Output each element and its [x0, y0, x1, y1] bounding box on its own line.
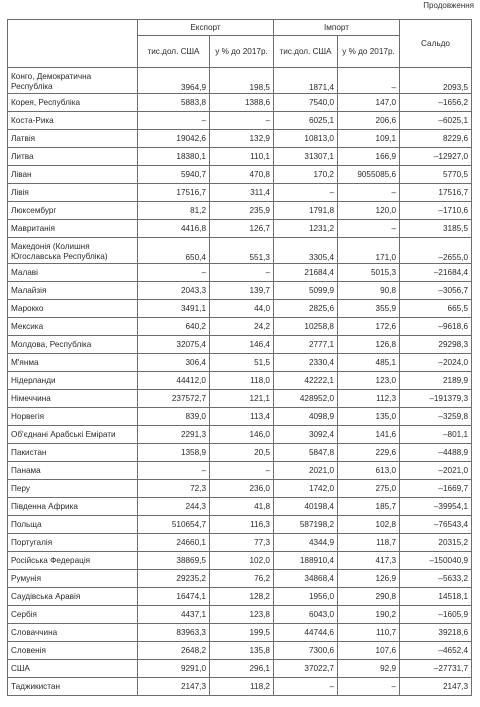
import-pct-cell: 485,1	[338, 354, 400, 372]
export-value-cell: 5883,8	[138, 94, 210, 112]
country-cell: Панама	[8, 462, 138, 480]
export-pct-cell: 113,4	[210, 408, 274, 426]
export-pct-cell: 20,5	[210, 444, 274, 462]
import-value-cell: –	[274, 678, 338, 696]
export-value-cell: 5940,7	[138, 166, 210, 184]
import-pct-cell: 185,7	[338, 498, 400, 516]
country-cell: Малаві	[8, 264, 138, 282]
export-value-cell: 306,4	[138, 354, 210, 372]
table-row	[8, 354, 472, 372]
table-row	[8, 660, 472, 678]
country-cell: Литва	[8, 148, 138, 166]
country-cell: Португалія	[8, 534, 138, 552]
import-value-cell: 21684,4	[274, 264, 338, 282]
import-pct-cell: 126,9	[338, 570, 400, 588]
export-pct-cell: 1388,6	[210, 94, 274, 112]
export-pct-cell: 118,2	[210, 678, 274, 696]
table-row	[8, 264, 472, 282]
export-value-cell: 24660,1	[138, 534, 210, 552]
export-value-header: тис.дол. США	[138, 36, 210, 68]
import-value-cell: 6025,1	[274, 112, 338, 130]
country-cell: Латвія	[8, 130, 138, 148]
export-value-cell: 9291,0	[138, 660, 210, 678]
balance-cell: 20315,2	[400, 534, 472, 552]
import-pct-cell: 107,6	[338, 642, 400, 660]
export-pct-cell: 41,8	[210, 498, 274, 516]
country-cell: Словенія	[8, 642, 138, 660]
table-row	[8, 462, 472, 480]
table-row	[8, 408, 472, 426]
import-pct-cell: 9055085,6	[338, 166, 400, 184]
export-pct-cell: 121,1	[210, 390, 274, 408]
import-pct-cell: 92,9	[338, 660, 400, 678]
country-cell: Конго, Демократична Республіка	[8, 68, 138, 94]
country-cell: Мавританія	[8, 220, 138, 238]
import-value-cell: 6043,0	[274, 606, 338, 624]
import-value-cell: 44744,6	[274, 624, 338, 642]
export-header: Експорт	[138, 20, 274, 36]
country-cell: Словаччина	[8, 624, 138, 642]
balance-cell: –9618,6	[400, 318, 472, 336]
export-value-cell: 83963,3	[138, 624, 210, 642]
export-pct-cell: 470,8	[210, 166, 274, 184]
import-pct-cell: 355,9	[338, 300, 400, 318]
import-pct-cell: 190,2	[338, 606, 400, 624]
table-row	[8, 678, 472, 696]
export-pct-cell: 77,3	[210, 534, 274, 552]
import-value-header: тис.дол. США	[274, 36, 338, 68]
country-cell: Лівія	[8, 184, 138, 202]
export-value-cell: 29235,2	[138, 570, 210, 588]
country-cell: Люксембург	[8, 202, 138, 220]
continued-label: Продовження	[423, 1, 474, 10]
import-value-cell: 428952,0	[274, 390, 338, 408]
balance-cell: –1605,9	[400, 606, 472, 624]
balance-cell: 2147,3	[400, 678, 472, 696]
table-row	[8, 166, 472, 184]
country-cell: США	[8, 660, 138, 678]
export-pct-cell: 118,0	[210, 372, 274, 390]
table-row	[8, 220, 472, 238]
balance-cell: –801,1	[400, 426, 472, 444]
export-value-cell: 839,0	[138, 408, 210, 426]
export-value-cell: 2147,3	[138, 678, 210, 696]
import-pct-cell: 275,0	[338, 480, 400, 498]
export-value-cell: 244,3	[138, 498, 210, 516]
export-value-cell: 4437,1	[138, 606, 210, 624]
export-value-cell: 17516,7	[138, 184, 210, 202]
import-pct-header: у % до 2017р.	[338, 36, 400, 68]
export-value-cell: 4416,8	[138, 220, 210, 238]
balance-cell: –150040,9	[400, 552, 472, 570]
balance-cell: –4488,9	[400, 444, 472, 462]
country-cell: Норвегія	[8, 408, 138, 426]
import-pct-cell: 613,0	[338, 462, 400, 480]
import-pct-cell: 118,7	[338, 534, 400, 552]
balance-cell: –1710,6	[400, 202, 472, 220]
trade-table	[7, 19, 472, 696]
table-row	[8, 94, 472, 112]
import-pct-cell: –	[338, 220, 400, 238]
table-row	[8, 444, 472, 462]
country-cell: Коста-Рика	[8, 112, 138, 130]
export-pct-cell: –	[210, 112, 274, 130]
table-row	[8, 588, 472, 606]
table-row	[8, 480, 472, 498]
balance-cell: 665,5	[400, 300, 472, 318]
import-value-cell: 587198,2	[274, 516, 338, 534]
import-pct-cell: –	[338, 678, 400, 696]
country-cell: Сербія	[8, 606, 138, 624]
export-pct-cell: 102,0	[210, 552, 274, 570]
export-value-cell: 1358,9	[138, 444, 210, 462]
country-cell: Об'єднані Арабські Емірати	[8, 426, 138, 444]
balance-cell: 3185,5	[400, 220, 472, 238]
balance-cell: –3056,7	[400, 282, 472, 300]
table-row	[8, 130, 472, 148]
import-pct-cell: –	[338, 68, 400, 94]
table-row	[8, 68, 472, 94]
export-pct-cell: 123,8	[210, 606, 274, 624]
import-value-cell: 3305,4	[274, 238, 338, 264]
export-pct-cell: 198,5	[210, 68, 274, 94]
table-row	[8, 372, 472, 390]
import-pct-cell: 110,7	[338, 624, 400, 642]
table-row	[8, 534, 472, 552]
balance-cell: –2024,0	[400, 354, 472, 372]
table-row	[8, 202, 472, 220]
balance-cell: 39218,6	[400, 624, 472, 642]
import-value-cell: 3092,4	[274, 426, 338, 444]
import-pct-cell: 120,0	[338, 202, 400, 220]
country-cell: Південна Африка	[8, 498, 138, 516]
import-pct-cell: 166,9	[338, 148, 400, 166]
balance-cell: 2189,9	[400, 372, 472, 390]
import-pct-cell: 290,8	[338, 588, 400, 606]
export-value-cell: 237572,7	[138, 390, 210, 408]
country-cell: М'янма	[8, 354, 138, 372]
balance-cell: –39954,1	[400, 498, 472, 516]
import-pct-cell: 172,6	[338, 318, 400, 336]
import-value-cell: 42222,1	[274, 372, 338, 390]
import-value-cell: 40198,4	[274, 498, 338, 516]
export-value-cell: –	[138, 264, 210, 282]
country-cell: Пакистан	[8, 444, 138, 462]
export-pct-cell: 199,5	[210, 624, 274, 642]
balance-cell: –27731,7	[400, 660, 472, 678]
table-body	[8, 68, 472, 696]
export-value-cell: –	[138, 462, 210, 480]
balance-header: Сальдо	[400, 20, 472, 68]
export-value-cell: 32075,4	[138, 336, 210, 354]
import-value-cell: 5847,8	[274, 444, 338, 462]
export-value-cell: 2043,3	[138, 282, 210, 300]
table-row	[8, 552, 472, 570]
balance-cell: –76543,4	[400, 516, 472, 534]
export-value-cell: 2291,3	[138, 426, 210, 444]
country-cell: Перу	[8, 480, 138, 498]
balance-cell: –4652,4	[400, 642, 472, 660]
export-pct-cell: 126,7	[210, 220, 274, 238]
table-row	[8, 184, 472, 202]
import-value-cell: 34868,4	[274, 570, 338, 588]
import-value-cell: 1791,8	[274, 202, 338, 220]
balance-cell: –1669,7	[400, 480, 472, 498]
export-value-cell: 19042,6	[138, 130, 210, 148]
balance-cell: 29298,3	[400, 336, 472, 354]
country-cell: Румунія	[8, 570, 138, 588]
import-pct-cell: 90,8	[338, 282, 400, 300]
import-value-cell: 37022,7	[274, 660, 338, 678]
balance-cell: –5633,2	[400, 570, 472, 588]
import-value-cell: 2825,6	[274, 300, 338, 318]
export-pct-cell: 551,3	[210, 238, 274, 264]
balance-cell: –2021,0	[400, 462, 472, 480]
country-column-header	[8, 20, 138, 68]
balance-cell: –191379,3	[400, 390, 472, 408]
table-row	[8, 318, 472, 336]
table-row	[8, 336, 472, 354]
table-row	[8, 300, 472, 318]
export-pct-cell: 44,0	[210, 300, 274, 318]
table-row	[8, 570, 472, 588]
import-header: Імпорт	[274, 20, 400, 36]
import-pct-cell: 206,6	[338, 112, 400, 130]
table-row	[8, 390, 472, 408]
table-row	[8, 642, 472, 660]
import-pct-cell: 5015,3	[338, 264, 400, 282]
balance-cell: 14518,1	[400, 588, 472, 606]
balance-cell: 5770,5	[400, 166, 472, 184]
balance-cell: –3259,8	[400, 408, 472, 426]
balance-cell: –1656,2	[400, 94, 472, 112]
export-value-cell: –	[138, 112, 210, 130]
export-pct-cell: 235,9	[210, 202, 274, 220]
table-row	[8, 148, 472, 166]
export-value-cell: 81,2	[138, 202, 210, 220]
export-pct-cell: 132,9	[210, 130, 274, 148]
import-value-cell: 31307,1	[274, 148, 338, 166]
import-value-cell: 10258,8	[274, 318, 338, 336]
country-cell: Марокко	[8, 300, 138, 318]
import-pct-cell: 141,6	[338, 426, 400, 444]
import-value-cell: 2777,1	[274, 336, 338, 354]
export-value-cell: 72,3	[138, 480, 210, 498]
import-value-cell: 170,2	[274, 166, 338, 184]
import-pct-cell: 135,0	[338, 408, 400, 426]
export-pct-cell: 236,0	[210, 480, 274, 498]
export-value-cell: 510654,7	[138, 516, 210, 534]
export-pct-header: у % до 2017р.	[210, 36, 274, 68]
export-pct-cell: 76,2	[210, 570, 274, 588]
import-value-cell: 4344,9	[274, 534, 338, 552]
table-row	[8, 516, 472, 534]
import-value-cell: 1231,2	[274, 220, 338, 238]
export-value-cell: 18380,1	[138, 148, 210, 166]
table-row	[8, 282, 472, 300]
import-pct-cell: 123,0	[338, 372, 400, 390]
import-value-cell: 7300,6	[274, 642, 338, 660]
import-value-cell: 4098,9	[274, 408, 338, 426]
export-pct-cell: 110,1	[210, 148, 274, 166]
import-value-cell: –	[274, 184, 338, 202]
export-pct-cell: 139,7	[210, 282, 274, 300]
export-value-cell: 640,2	[138, 318, 210, 336]
import-pct-cell: 417,3	[338, 552, 400, 570]
import-value-cell: 5099,9	[274, 282, 338, 300]
export-pct-cell: 135,8	[210, 642, 274, 660]
country-cell: Малайзія	[8, 282, 138, 300]
export-pct-cell: 311,4	[210, 184, 274, 202]
balance-cell: –6025,1	[400, 112, 472, 130]
export-pct-cell: 146,0	[210, 426, 274, 444]
export-value-cell: 2648,2	[138, 642, 210, 660]
table-row	[8, 606, 472, 624]
table-row	[8, 238, 472, 264]
country-cell: Таджикистан	[8, 678, 138, 696]
table-row	[8, 624, 472, 642]
import-value-cell: 2330,4	[274, 354, 338, 372]
country-cell: Македонія (Колишня Югославська Республіка)	[8, 238, 138, 264]
table-row	[8, 112, 472, 130]
export-pct-cell: 51,5	[210, 354, 274, 372]
export-pct-cell: 116,3	[210, 516, 274, 534]
export-pct-cell: 146,4	[210, 336, 274, 354]
export-pct-cell: 296,1	[210, 660, 274, 678]
table-header	[8, 20, 472, 68]
country-cell: Саудівська Аравія	[8, 588, 138, 606]
import-pct-cell: –	[338, 184, 400, 202]
country-cell: Мексика	[8, 318, 138, 336]
export-value-cell: 3964,9	[138, 68, 210, 94]
export-value-cell: 44412,0	[138, 372, 210, 390]
import-pct-cell: 147,0	[338, 94, 400, 112]
table-row	[8, 426, 472, 444]
import-pct-cell: 112,3	[338, 390, 400, 408]
export-value-cell: 38869,5	[138, 552, 210, 570]
export-value-cell: 650,4	[138, 238, 210, 264]
import-value-cell: 1871,4	[274, 68, 338, 94]
country-cell: Польща	[8, 516, 138, 534]
balance-cell: 17516,7	[400, 184, 472, 202]
country-cell: Ліван	[8, 166, 138, 184]
import-value-cell: 1742,0	[274, 480, 338, 498]
balance-cell: –2655,0	[400, 238, 472, 264]
country-cell: Молдова, Республіка	[8, 336, 138, 354]
export-value-cell: 3491,1	[138, 300, 210, 318]
import-value-cell: 1956,0	[274, 588, 338, 606]
balance-cell: –12927,0	[400, 148, 472, 166]
import-pct-cell: 126,8	[338, 336, 400, 354]
export-pct-cell: 24,2	[210, 318, 274, 336]
import-pct-cell: 109,1	[338, 130, 400, 148]
export-pct-cell: –	[210, 462, 274, 480]
import-value-cell: 10813,0	[274, 130, 338, 148]
country-cell: Корея, Республіка	[8, 94, 138, 112]
import-value-cell: 2021,0	[274, 462, 338, 480]
import-pct-cell: 229,6	[338, 444, 400, 462]
import-value-cell: 188910,4	[274, 552, 338, 570]
import-pct-cell: 171,0	[338, 238, 400, 264]
country-cell: Нідерланди	[8, 372, 138, 390]
balance-cell: 8229,6	[400, 130, 472, 148]
import-value-cell: 7540,0	[274, 94, 338, 112]
export-pct-cell: 128,2	[210, 588, 274, 606]
country-cell: Німеччина	[8, 390, 138, 408]
export-pct-cell: –	[210, 264, 274, 282]
balance-cell: –21684,4	[400, 264, 472, 282]
export-value-cell: 16474,1	[138, 588, 210, 606]
balance-cell: 2093,5	[400, 68, 472, 94]
table-row	[8, 498, 472, 516]
country-cell: Російська Федерація	[8, 552, 138, 570]
import-pct-cell: 102,8	[338, 516, 400, 534]
